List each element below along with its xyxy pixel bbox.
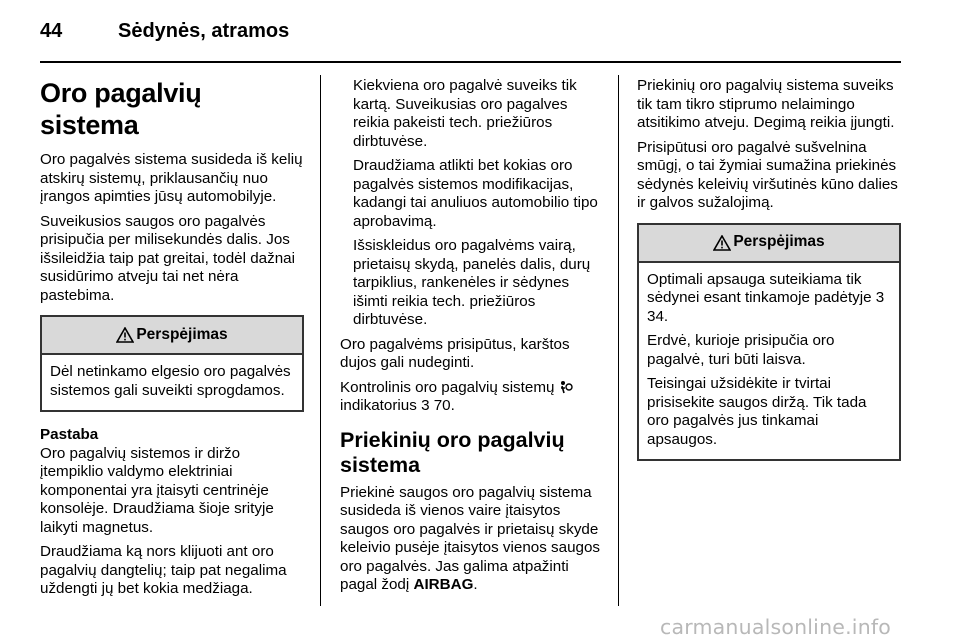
paragraph-text: Priekinė saugos oro pagalvių sistema susideda iš vienos vaire įtaisytos saugos oro pagalvės ir prietaisų skyde keleivio pusėje įtaisytos vienos saugos oro pagalvės. Jas galima atpažinti pagal žodį xyxy=(340,483,601,593)
paragraph: Kiekviena oro pagalvė suveiks tik kartą. Suveikusias oro pagalves reikia pakeisti tech. priežiūros dirbtuvėse. xyxy=(353,77,577,150)
column-divider-2 xyxy=(618,75,619,606)
paragraph: Oro pagalvės sistema susideda iš kelių atskirų sistemų, priklausančių nuo įrangos apimties jūsų automobilyje. xyxy=(40,151,303,205)
paragraph: Išsiskleidus oro pagalvėms vairą, prietaisų skydą, panelės dalis, durų tarpiklius, rankenėles ir sėdynes išimti reikia tech. priežiūros dirbtuvėse. xyxy=(353,237,591,328)
warning-box xyxy=(637,223,901,462)
warning-text: Teisingai užsidėkite ir tvirtai prisisekite saugos diržą. Tik tada oro pagalvės jus tinkamai apsaugos. xyxy=(647,375,867,448)
warning-text: Optimali apsauga suteikiama tik sėdynei esant tinkamoje padėtyje 3 34. xyxy=(647,270,885,325)
indicator-paragraph xyxy=(340,379,604,416)
paragraph: Draudžiama atlikti bet kokias oro pagalvės sistemos modifikacijas, kadangi tai anuliuos automobilio tipo aprobavimą. xyxy=(353,157,598,230)
paragraph: Suveikusios saugos oro pagalvės prisipučia per milisekundės dalis. Jos išsileidžia taip pat greitai, todėl dažnai susidūrimo atveju tai net nėra pastebima. xyxy=(40,212,295,304)
page-number: 44 xyxy=(40,20,63,42)
column-2 xyxy=(340,77,604,601)
section-title: Sėdynės, atramos xyxy=(118,20,290,42)
airbag-word: AIRBAG xyxy=(413,576,474,593)
paragraph: Priekinių oro pagalvių sistema suveiks tik tam tikro stiprumo nelaimingo atsitikimo atveju. Degimą reikia įjungti. xyxy=(637,77,895,131)
indicator-text: Kontrolinis oro pagalvių sistemų xyxy=(340,378,555,396)
note-text: Oro pagalvių sistemos ir diržo įtempiklio valdymo elektriniai komponentai yra įtaisyti centrinėje konsolėje. Draudžiama šioje srityje laikyti magnetus. xyxy=(40,444,274,536)
warning-text: Dėl netinkamo elgesio oro pagalvės sistemos gali suveikti sprogdamos. xyxy=(50,363,291,399)
note-title: Pastaba xyxy=(40,426,99,443)
page-reference[interactable]: 3 70. xyxy=(421,397,455,414)
warning-label: Perspėjimas xyxy=(136,325,228,343)
warning-header xyxy=(42,317,302,355)
warning-label: Perspėjimas xyxy=(733,233,825,251)
column-divider-1 xyxy=(320,75,321,606)
warning-triangle-icon xyxy=(116,327,134,343)
warning-body xyxy=(639,263,899,460)
column-1 xyxy=(40,77,304,605)
header-rule xyxy=(40,61,901,63)
warning-box xyxy=(40,315,304,412)
watermark: carmanualsonline.info xyxy=(660,615,892,639)
paragraph-end: . xyxy=(473,576,478,593)
indicator-text-2: indikatorius xyxy=(340,397,417,414)
page-header xyxy=(40,14,900,48)
column-3 xyxy=(637,77,901,475)
paragraph: Prisipūtusi oro pagalvė sušvelnina smūgį, o tai žymiai sumažina priekinės sėdynės keleivių viršutinės kūno dalies ir galvos sužalojimą. xyxy=(637,138,898,211)
paragraph xyxy=(340,484,604,595)
note-text-2: Draudžiama ką nors klijuoti ant oro pagalvių dangtelių; taip pat negalima uždengti jų bet kokia medžiaga. xyxy=(40,543,287,597)
warning-triangle-icon xyxy=(713,235,731,251)
page-heading: Oro pagalvių sistema xyxy=(40,78,202,140)
paragraph: Oro pagalvėms prisipūtus, karštos dujos gali nudeginti. xyxy=(340,335,570,371)
subsection-heading: Priekinių oro pagalvių sistema xyxy=(340,427,565,477)
warning-body xyxy=(42,355,302,410)
airbag-indicator-icon xyxy=(559,380,573,394)
warning-text: Erdvė, kurioje prisipučia oro pagalvė, turi būti laisva. xyxy=(647,332,835,368)
warning-header xyxy=(639,225,899,263)
